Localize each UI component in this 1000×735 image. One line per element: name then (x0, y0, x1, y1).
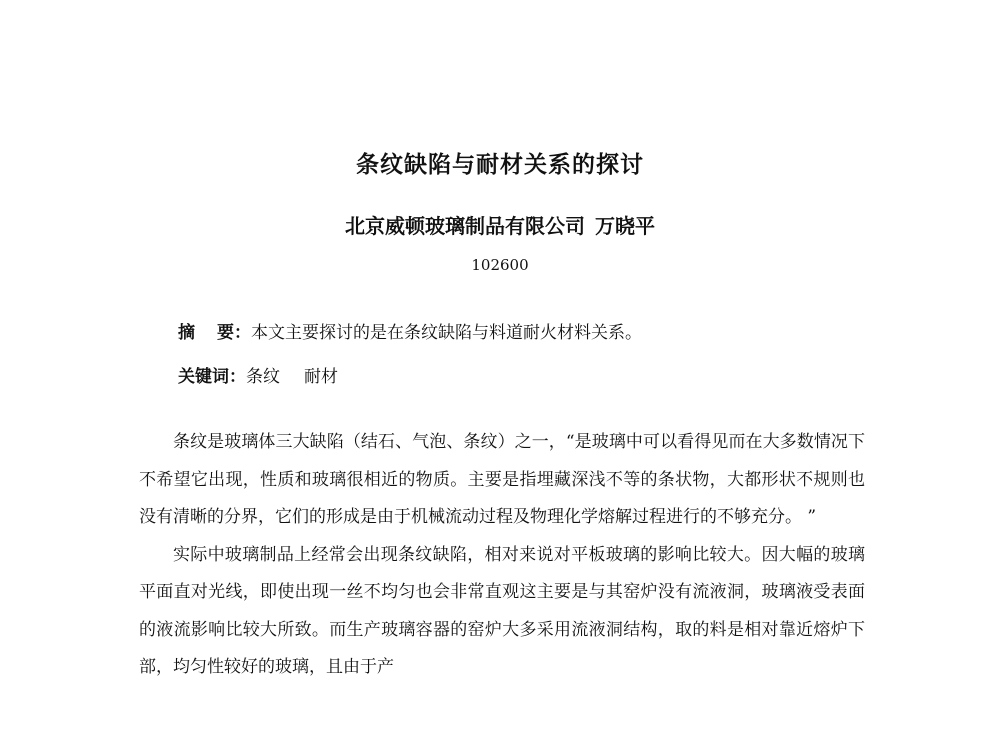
author-name: 万晓平 (595, 214, 655, 238)
abstract-text: 本文主要探讨的是在条纹缺陷与料道耐火材料关系。 (251, 323, 642, 343)
keywords-label: 关键词： (178, 367, 246, 387)
keyword: 条纹 (246, 367, 280, 387)
abstract-label: 摘 要： (178, 323, 251, 343)
paragraph: 条纹是玻璃体三大缺陷（结石、气泡、条纹）之一，“是玻璃中可以看得见而在大多数情况下不希望它出现，性质和玻璃很相近的物质。主要是指埋藏深浅不等的条状物，大都形状不规则也没有清晰的分界，它们的形成是由于机械流动过程及物理化学熔解过程进行的不够充分。 ” (139, 432, 865, 527)
postal-code: 102600 (471, 256, 529, 274)
abstract (178, 318, 642, 343)
author-byline (0, 210, 1000, 239)
keyword: 耐材 (304, 367, 338, 387)
paper-title: 条纹缺陷与耐材关系的探讨 (356, 152, 644, 178)
paragraph: 实际中玻璃制品上经常会出现条纹缺陷，相对来说对平板玻璃的影响比较大。因大幅的玻璃平面直对光线，即使出现一丝不均匀也会非常直观这主要是与其窑炉没有流液洞，玻璃液受表面的液流影响比较大所致。而生产玻璃容器的窑炉大多采用流液洞结构，取的料是相对靠近熔炉下部，均匀性较好的玻璃，且由于产 (139, 544, 865, 677)
keywords (178, 362, 362, 387)
affiliation: 北京威顿玻璃制品有限公司 (345, 214, 585, 238)
body-text (139, 424, 865, 687)
